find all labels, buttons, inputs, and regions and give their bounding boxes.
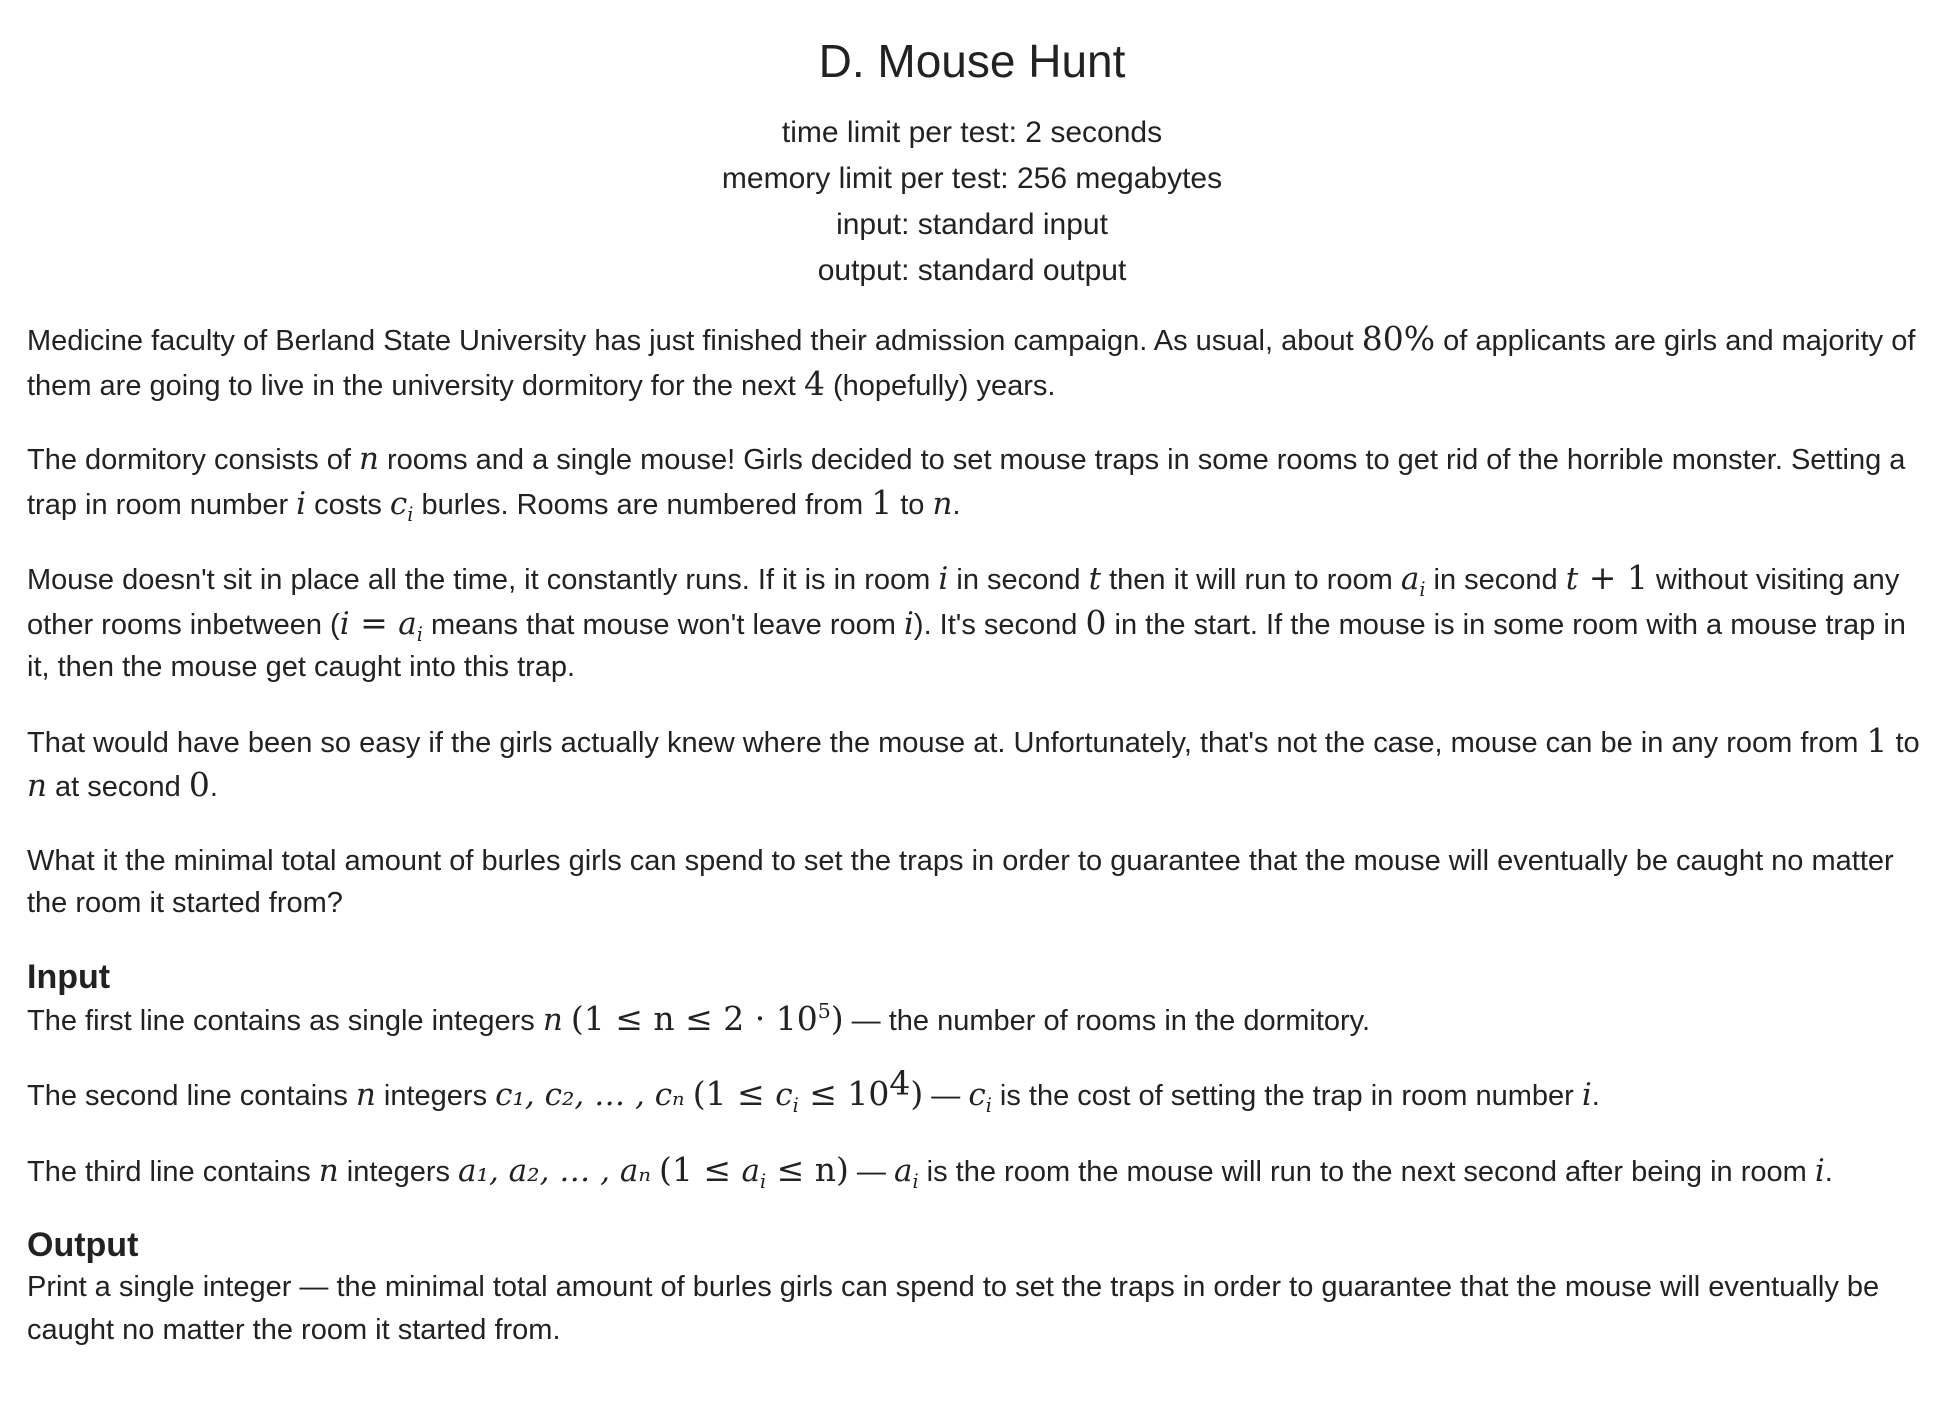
statement-paragraph-2: The dormitory consists of n rooms and a single mouse! Girls decided to set mouse traps in some rooms to get rid of the horrible monster. Setting a trap in room number i costs $c_i$ burles. Rooms are numbered from 1 to n. xyxy=(27,441,1906,526)
output-text: Print a single integer — the minimal total amount of burles girls can spend to set the traps in order to guarantee that the mouse will eventually be caught no matter the room it started from. xyxy=(27,1271,1880,1346)
input-spec: input: standard input xyxy=(836,208,1108,241)
input-section-title: Input xyxy=(27,957,111,996)
output-spec: output: standard output xyxy=(817,254,1127,287)
statement-paragraph-5: What it the minimal total amount of burles girls can spend to set the traps in order to guarantee that the mouse will eventually be caught no matter the room it started from? xyxy=(27,844,1894,919)
statement-paragraph-3: Mouse doesn't sit in place all the time, it constantly runs. If it is in room i in second t then it will run to room $a_i$ in second t + 1 without visiting any other rooms inbetween ($i = a_i$ means that mouse won't leave room i). It's second 0 in the start. If the mouse is in some room with a mouse trap in it, then the mouse get caught into this trap. xyxy=(27,558,1906,683)
output-section-title: Output xyxy=(27,1226,139,1264)
input-line-2: The second line contains n integers c₁, c₂, … , cₙ $(1 \le c_i \le 10^4)$ — $c_i$ is the cost of setting the trap in room number i. xyxy=(27,1063,1600,1118)
statement-paragraph-1: Medicine faculty of Berland State University has just finished their admission campaign. As usual, about 80% of applicants are girls and majority of them are going to live in the university dormitory for the next 4 (hopefully) years. xyxy=(27,319,1916,403)
input-line-1: The first line contains as single integers n $(1 \le n \le 2 \cdot 10^5)$ — the number of rooms in the dormitory. xyxy=(27,998,1371,1038)
problem-statement xyxy=(27,318,1932,1382)
memory-limit: memory limit per test: 256 megabytes xyxy=(721,162,1223,195)
problem-header xyxy=(0,32,1944,294)
input-line-3: The third line contains n integers a₁, a₂, … , aₙ $(1 \le a_i \le n)$ — $a_i$ is the room the mouse will run to the next second after being in room i. xyxy=(27,1149,1833,1193)
statement-paragraph-4: That would have been so easy if the girls actually knew where the mouse at. Unfortunately, that's not the case, mouse can be in any room from 1 to n at second 0. xyxy=(27,720,1920,804)
time-limit: time limit per test: 2 seconds xyxy=(781,116,1163,149)
problem-title: D. Mouse Hunt xyxy=(818,35,1126,87)
